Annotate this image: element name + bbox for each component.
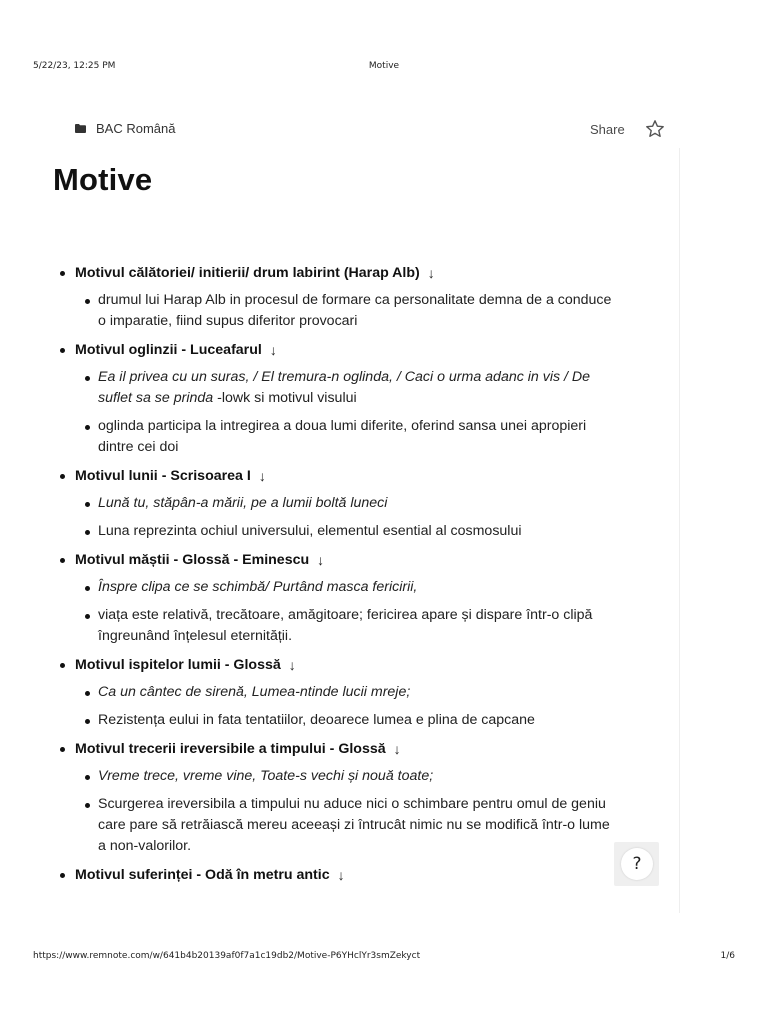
bullet-icon[interactable] (85, 803, 90, 808)
outline-topic (59, 738, 619, 857)
outline-topic (59, 549, 619, 647)
bullet-icon[interactable] (85, 376, 90, 381)
outline-note[interactable] (97, 521, 619, 542)
panel-divider (679, 148, 680, 913)
print-url: https://www.remnote.com/w/641b4b20139af0f7a1c19db2/Motive-P6YHclYr3smZekyct (33, 951, 421, 961)
topic-heading[interactable] (75, 738, 619, 759)
expand-arrow-icon[interactable]: ↓ (258, 467, 266, 484)
breadcrumb[interactable] (75, 121, 175, 136)
bullet-icon[interactable] (85, 691, 90, 696)
outline-topic (59, 339, 619, 458)
topic-title[interactable]: Motivul lunii - Scrisoarea I (75, 467, 251, 484)
expand-arrow-icon[interactable]: ↓ (288, 656, 296, 673)
outline-note[interactable] (97, 577, 619, 598)
help-icon[interactable]: ? (621, 848, 653, 880)
help-button[interactable] (614, 842, 659, 886)
topic-title[interactable]: Motivul călătoriei/ initierii/ drum labirint (Harap Alb) (75, 264, 420, 281)
note-text[interactable]: Înspre clipa ce se schimbă/ Purtând masca fericirii, (98, 579, 418, 595)
note-text[interactable]: Vreme trece, vreme vine, Toate-s vechi și nouă toate; (98, 768, 434, 784)
note-suffix[interactable]: -lowk si motivul visului (213, 390, 357, 406)
page-title: Motive (53, 162, 153, 197)
outline-note[interactable] (97, 493, 619, 514)
bullet-icon[interactable] (60, 348, 65, 353)
bullet-icon[interactable] (85, 425, 90, 430)
outline-topic (59, 864, 619, 885)
outline-topic (59, 262, 619, 332)
note-text[interactable]: Ea il privea cu un suras, / El tremura-n oglinda, / Caci o urma adanc in vis / De suflet sa se prinda (98, 369, 591, 406)
print-footer (0, 951, 768, 963)
bullet-icon[interactable] (60, 663, 65, 668)
breadcrumb-label[interactable]: BAC Română (96, 121, 176, 136)
bullet-icon[interactable] (85, 299, 90, 304)
bullet-icon[interactable] (60, 558, 65, 563)
note-text[interactable]: drumul lui Harap Alb in procesul de formare ca personalitate demna de a conduce o imparatie, fiind supus diferitor provocari (98, 292, 612, 329)
topic-heading[interactable] (75, 262, 619, 283)
topic-heading[interactable] (75, 864, 619, 885)
topic-notes (75, 493, 619, 542)
share-button[interactable]: Share (590, 122, 625, 137)
note-text[interactable]: Lună tu, stăpân-a mării, pe a lumii boltă luneci (98, 495, 388, 511)
topic-heading[interactable] (75, 465, 619, 486)
topic-notes (75, 290, 619, 332)
bullet-icon[interactable] (60, 474, 65, 479)
note-text[interactable]: Luna reprezinta ochiul universului, elementul esential al cosmosului (98, 523, 522, 539)
folder-icon (75, 123, 87, 135)
bullet-icon[interactable] (85, 502, 90, 507)
outline-note[interactable] (97, 710, 619, 731)
topic-title[interactable]: Motivul măștii - Glossă - Eminescu (75, 551, 310, 568)
topic-title[interactable]: Motivul oglinzii - Luceafarul (75, 341, 262, 358)
outline-topic (59, 654, 619, 731)
outline-note[interactable] (97, 416, 619, 458)
document-body (59, 262, 619, 892)
expand-arrow-icon[interactable]: ↓ (337, 866, 345, 883)
outline-note[interactable] (97, 794, 619, 857)
expand-arrow-icon[interactable]: ↓ (317, 551, 325, 568)
bullet-icon[interactable] (60, 271, 65, 276)
top-bar (75, 121, 665, 141)
topic-notes (75, 766, 619, 857)
topic-title[interactable]: Motivul trecerii ireversibile a timpului - Glossă (75, 740, 386, 757)
note-text[interactable]: viața este relativă, trecătoare, amăgitoare; fericirea apare și dispare într-o clipă îngreunând înțelesul eternității. (98, 607, 593, 644)
bullet-icon[interactable] (85, 586, 90, 591)
outline-note[interactable] (97, 766, 619, 787)
bullet-icon[interactable] (85, 614, 90, 619)
topic-notes (75, 682, 619, 731)
expand-arrow-icon[interactable]: ↓ (427, 264, 435, 281)
topic-heading[interactable] (75, 549, 619, 570)
outline-note[interactable] (97, 682, 619, 703)
expand-arrow-icon[interactable]: ↓ (269, 341, 277, 358)
note-text[interactable]: oglinda participa la intregirea a doua lumi diferite, oferind sansa unei apropieri dintre cei doi (98, 418, 587, 455)
bullet-icon[interactable] (85, 719, 90, 724)
bullet-icon[interactable] (60, 747, 65, 752)
outline-note[interactable] (97, 367, 619, 409)
topic-notes (75, 577, 619, 647)
note-text[interactable]: Scurgerea ireversibila a timpului nu aduce nici o schimbare pentru omul de geniu care pare să retrăiască mereu aceeași zi întrucât nimic nu se modifică într-o lume a non-valorilor. (98, 796, 610, 854)
outline-note[interactable] (97, 605, 619, 647)
print-datetime: 5/22/23, 12:25 PM (33, 61, 116, 71)
topic-heading[interactable] (75, 654, 619, 675)
outline-topic (59, 465, 619, 542)
print-page-number: 1/6 (720, 951, 735, 961)
bullet-icon[interactable] (85, 530, 90, 535)
note-text[interactable]: Ca un cântec de sirenă, Lumea-ntinde lucii mreje; (98, 684, 411, 700)
outline-note[interactable] (97, 290, 619, 332)
expand-arrow-icon[interactable]: ↓ (393, 740, 401, 757)
print-title: Motive (368, 61, 400, 71)
topic-notes (75, 367, 619, 458)
topic-list (59, 262, 619, 885)
print-header (0, 61, 768, 73)
note-text[interactable]: Rezistența eului in fata tentatiilor, deoarece lumea e plina de capcane (98, 712, 535, 728)
bullet-icon[interactable] (85, 775, 90, 780)
topic-heading[interactable] (75, 339, 619, 360)
topic-title[interactable]: Motivul suferinței - Odă în metru antic (75, 866, 330, 883)
topic-title[interactable]: Motivul ispitelor lumii - Glossă (75, 656, 281, 673)
bullet-icon[interactable] (60, 873, 65, 878)
star-icon[interactable] (645, 119, 665, 139)
